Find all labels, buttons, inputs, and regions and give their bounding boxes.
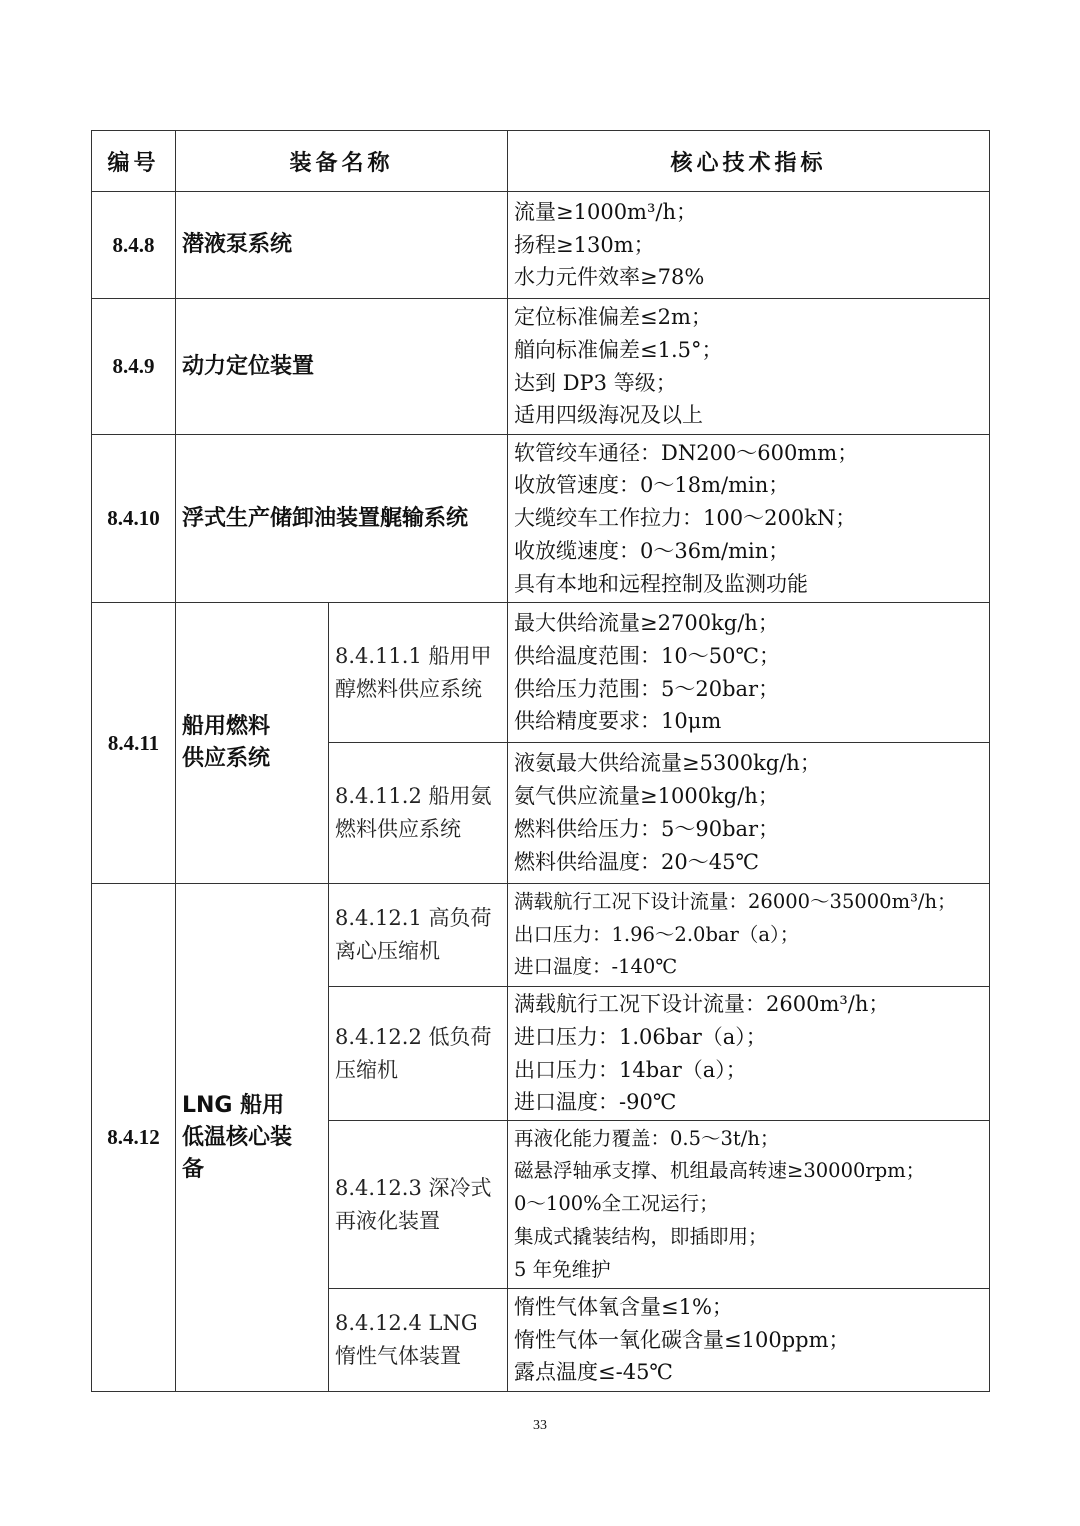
sub-item-name: 8.4.11.1 船用甲醇燃料供应系统 xyxy=(329,603,508,743)
row-specs xyxy=(508,299,990,435)
row-specs xyxy=(508,192,990,299)
spec-line: 软管绞车通径：DN200～600mm； xyxy=(514,440,859,465)
spec-line: 集成式撬装结构，即插即用； xyxy=(514,1224,768,1248)
spec-line: 再液化能力覆盖：0.5～3t/h； xyxy=(514,1126,780,1150)
equipment-spec-table xyxy=(91,130,990,1392)
spec-line: 达到 DP3 等级； xyxy=(514,370,677,395)
sub-item-specs xyxy=(508,884,990,987)
spec-line: 液氨最大供给流量≥5300kg/h； xyxy=(514,751,821,776)
spec-line: 进口温度：-140℃ xyxy=(514,955,678,979)
spec-line: 露点温度≤-45℃ xyxy=(514,1360,673,1385)
spec-line: 供给精度要求：10μm xyxy=(514,709,722,734)
sub-item-name: 8.4.12.2 低负荷压缩机 xyxy=(329,987,508,1121)
spec-line: 惰性气体一氧化碳含量≤100ppm； xyxy=(514,1327,850,1352)
row-name: 船用燃料供应系统 xyxy=(176,603,329,884)
spec-line: 出口压力：1.96～2.0bar（a）； xyxy=(514,922,800,946)
spec-line: 水力元件效率≥78% xyxy=(514,265,705,290)
sub-item-name: 8.4.12.1 高负荷离心压缩机 xyxy=(329,884,508,987)
spec-line: 燃料供给压力：5～90bar； xyxy=(514,817,780,841)
header-name: 装备名称 xyxy=(176,131,508,192)
spec-line: 5 年免维护 xyxy=(514,1257,611,1281)
row-name: 动力定位装置 xyxy=(176,299,508,435)
row-specs xyxy=(508,435,990,603)
spec-line: 扬程≥130m； xyxy=(514,232,655,257)
row-id: 8.4.10 xyxy=(92,435,176,603)
spec-line: 惰性气体氧含量≤1%； xyxy=(514,1294,733,1319)
table-row xyxy=(92,435,990,603)
spec-line: 收放管速度：0～18m/min； xyxy=(514,473,790,498)
spec-line: 最大供给流量≥2700kg/h； xyxy=(514,610,779,635)
spec-line: 出口压力：14bar（a）； xyxy=(514,1057,747,1082)
sub-item-specs xyxy=(508,987,990,1121)
spec-line: 满载航行工况下设计流量：26000～35000m³/h； xyxy=(514,889,957,913)
table-row xyxy=(92,192,990,299)
row-name: LNG 船用低温核心装备 xyxy=(176,884,329,1392)
header-id: 编号 xyxy=(92,131,176,192)
table-row xyxy=(92,299,990,435)
table-row xyxy=(92,603,990,743)
sub-item-name: 8.4.12.3 深冷式再液化装置 xyxy=(329,1121,508,1289)
sub-item-specs xyxy=(508,603,990,743)
spec-line: 满载航行工况下设计流量：2600m³/h； xyxy=(514,991,890,1016)
spec-line: 艏向标准偏差≤1.5°； xyxy=(514,337,723,362)
spec-line: 氨气供应流量≥1000kg/h； xyxy=(514,784,779,809)
spec-line: 流量≥1000m³/h； xyxy=(514,199,697,224)
sub-item-name: 8.4.11.2 船用氨燃料供应系统 xyxy=(329,743,508,884)
spec-line: 进口温度：-90℃ xyxy=(514,1090,677,1115)
row-id: 8.4.12 xyxy=(92,884,176,1392)
sub-item-specs xyxy=(508,743,990,884)
spec-line: 适用四级海况及以上 xyxy=(514,403,704,428)
spec-line: 0～100%全工况运行； xyxy=(514,1192,719,1216)
spec-line: 定位标准偏差≤2m； xyxy=(514,304,712,329)
spec-line: 具有本地和远程控制及监测功能 xyxy=(514,571,809,596)
spec-line: 供给温度范围：10～50℃； xyxy=(514,643,780,668)
header-spec: 核心技术指标 xyxy=(508,131,990,192)
sub-item-name: 8.4.12.4 LNG 惰性气体装置 xyxy=(329,1289,508,1392)
spec-line: 收放缆速度：0～36m/min； xyxy=(514,538,790,563)
spec-line: 进口压力：1.06bar（a）； xyxy=(514,1024,767,1049)
row-id: 8.4.8 xyxy=(92,192,176,299)
sub-item-specs xyxy=(508,1289,990,1392)
row-name: 潜液泵系统 xyxy=(176,192,508,299)
sub-item-specs xyxy=(508,1121,990,1289)
spec-line: 供给压力范围：5～20bar； xyxy=(514,676,780,701)
row-id: 8.4.11 xyxy=(92,603,176,884)
row-name: 浮式生产储卸油装置艉输系统 xyxy=(176,435,508,603)
spec-line: 燃料供给温度：20～45℃ xyxy=(514,849,759,874)
spec-line: 磁悬浮轴承支撑、机组最高转速≥30000rpm； xyxy=(514,1159,926,1183)
spec-line: 大缆绞车工作拉力：100～200kN； xyxy=(514,506,857,531)
row-id: 8.4.9 xyxy=(92,299,176,435)
table-header-row xyxy=(92,131,990,192)
table-row xyxy=(92,884,990,987)
page-number: 33 xyxy=(533,1418,547,1433)
